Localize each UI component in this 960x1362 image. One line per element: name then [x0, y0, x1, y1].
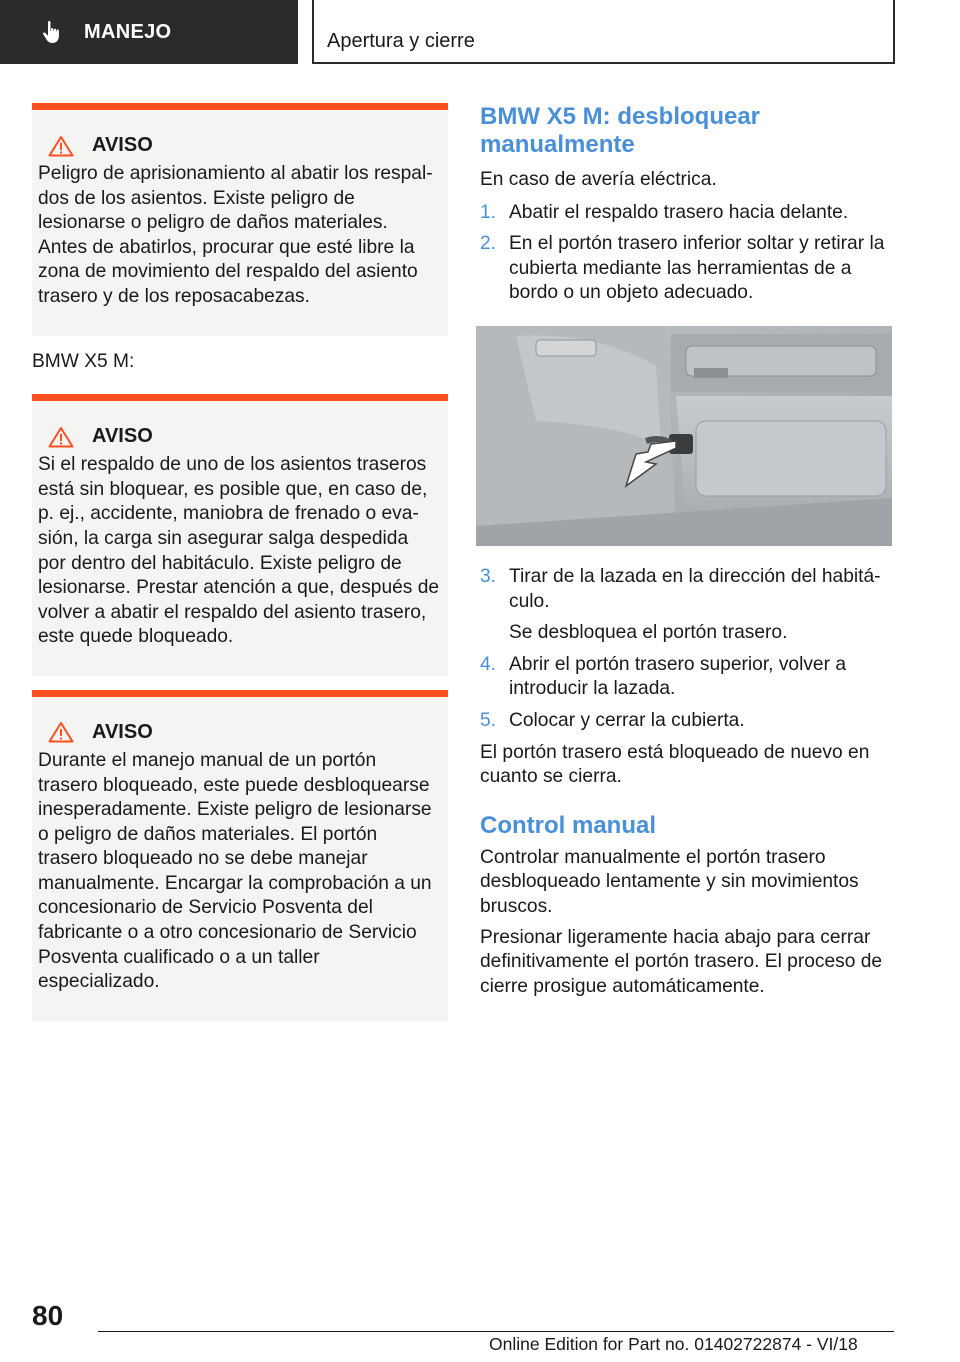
intro-text: En caso de avería eléctrica. [480, 169, 717, 190]
warning-header [38, 721, 440, 744]
result-text: El portón trasero está bloqueado de nuevo en cuanto se cierra. [480, 741, 870, 788]
section-label: MANEJO [84, 20, 172, 43]
list-item [480, 709, 892, 734]
step-number: 1. [480, 201, 497, 223]
warning-header [38, 425, 440, 448]
section-heading: Control manual [480, 811, 657, 839]
hand-pointer-icon [40, 19, 66, 45]
warning-triangle-icon [48, 135, 74, 157]
warning-box [32, 690, 448, 1021]
list-item [480, 565, 892, 646]
warning-text: Durante el manejo manual de un portón trasero bloqueado, este puede desbloquearse inesperadamente. Existe peligro de lesionarse o peligro de daños materiales. El portón trasero bloqueado no se debe manejar manualmente. Encargar la comprobación a un concesionario de Servicio Posventa del fabricante o a otro concesionario de Servicio Posventa cualificado o a un taller especializado. [38, 749, 432, 993]
step-number: 2. [480, 233, 497, 255]
step-text: Colocar y cerrar la cubierta. [509, 709, 745, 731]
model-label: BMW X5 M: [32, 350, 135, 372]
warning-triangle-icon [48, 426, 74, 448]
warning-header [38, 134, 440, 157]
step-text: En el portón trasero inferior soltar y retirar la cubierta mediante las herramientas de a bordo o un objeto adecuado. [509, 233, 885, 304]
warning-title: AVISO [92, 720, 153, 743]
step-text: Tirar de la lazada en la dirección del habitáculo. [509, 565, 881, 612]
body-text: Presionar ligeramente hacia abajo para cerrar definitivamente el portón trasero. El proceso de cierre prosigue automáticamente. [480, 926, 883, 997]
chapter-title: Apertura y cierre [327, 30, 475, 52]
list-item [480, 232, 892, 306]
warning-box [32, 103, 448, 336]
section-heading: BMW X5 M: desbloquear manualmente [480, 103, 761, 158]
step-number: 5. [480, 709, 497, 731]
warning-title: AVISO [92, 425, 153, 448]
warning-text: Peligro de aprisionamiento al abatir los respaldos de los asientos. Existe peligro de lesionarse o peligro de daños materiales. Antes de abatirlos, procurar que esté libre la zona de movimiento del respaldo del asiento trasero y de los reposacabezas. [38, 163, 433, 307]
warning-triangle-icon [48, 721, 74, 743]
trunk-release-photo [476, 326, 892, 546]
steps-list [480, 565, 892, 734]
step-number: 4. [480, 653, 497, 675]
footer-divider [98, 1331, 894, 1332]
left-column [32, 103, 448, 1021]
step-text: Abatir el respaldo trasero hacia delante. [509, 201, 849, 223]
steps-list [480, 201, 892, 306]
list-item [480, 653, 892, 702]
header-chapter-box [312, 0, 895, 64]
footer-edition: Online Edition for Part no. 01402722874 - VI/18 [489, 1334, 858, 1354]
list-item [480, 201, 892, 226]
warning-text: Si el respaldo de uno de los asientos traseros está sin bloquear, es posible que, en caso de, p. ej., accidente, maniobra de frenado o evasión, la carga sin asegurar salga despedida por dentro del habitáculo. Existe peligro de lesionarse. Prestar atención a que, después de volver a abatir el respaldo del asiento trasero, este quede bloqueado. [38, 454, 440, 648]
step-result: Se desbloquea el portón trasero. [509, 622, 788, 644]
body-text: Controlar manualmente el portón trasero desbloqueado lentamente y sin movimientos bruscos. [480, 846, 859, 917]
warning-title: AVISO [92, 134, 153, 156]
page-number: 80 [32, 1300, 64, 1331]
step-number: 3. [480, 565, 497, 587]
warning-box [32, 394, 448, 676]
step-text: Abrir el portón trasero superior, volver a introducir la lazada. [509, 653, 846, 700]
header-section-tab [0, 0, 298, 64]
right-column [480, 103, 892, 999]
